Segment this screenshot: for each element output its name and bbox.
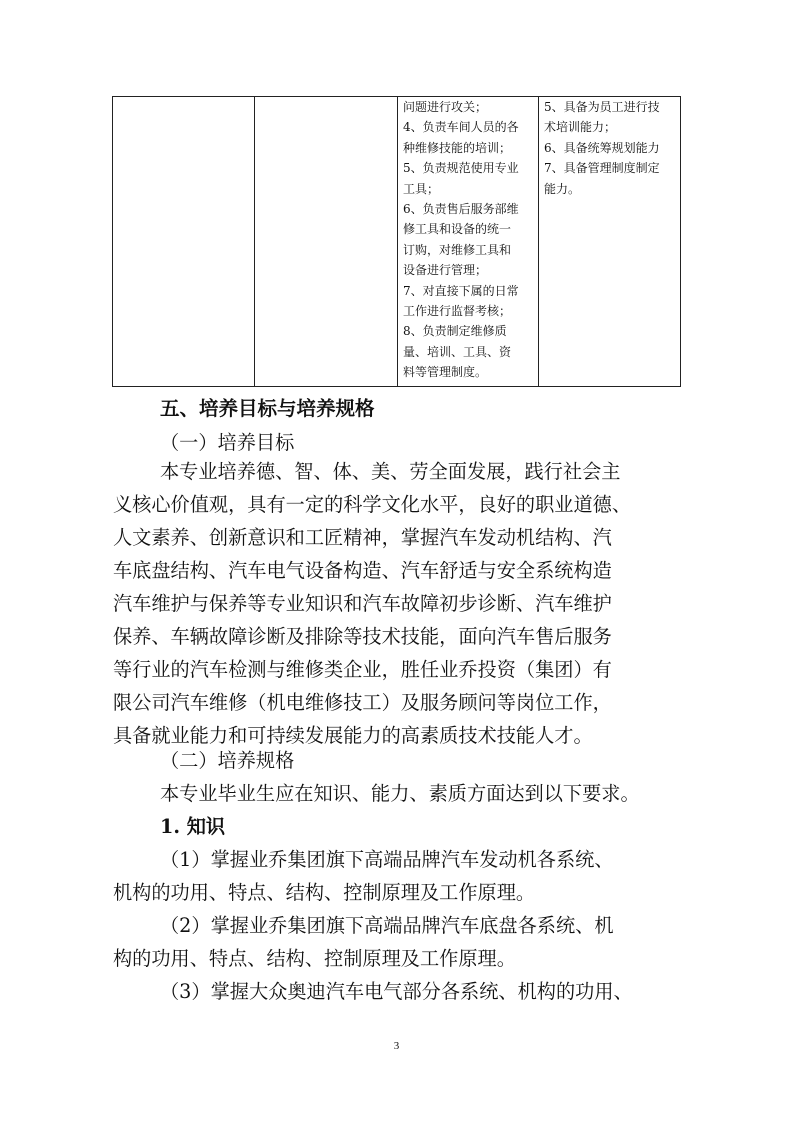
- paragraph-line: 义核心价值观，具有一定的科学文化水平，良好的职业道德、: [113, 493, 632, 516]
- cell-line: 5、具备为员工进行技: [544, 100, 660, 114]
- cell-line: 4、负责车间人员的各: [403, 120, 519, 135]
- cell-line: 设备进行管理；: [403, 263, 488, 278]
- paragraph-line: 具备就业能力和可持续发展能力的高素质技术技能人才。: [113, 724, 593, 747]
- knowledge-item-line: （1）掌握业乔集团旗下高端品牌汽车发动机各系统、: [160, 848, 614, 871]
- cell-line: 术培训能力；: [544, 120, 617, 135]
- table-column-divider: [538, 97, 539, 386]
- knowledge-item-line: 机构的功用、特点、结构、控制原理及工作原理。: [113, 881, 536, 904]
- paragraph-line: 等行业的汽车检测与维修类企业，胜任业乔投资（集团）有: [113, 658, 612, 681]
- paragraph-line: 本专业毕业生应在知识、能力、素质方面达到以下要求。: [160, 782, 640, 805]
- section-title: 五、培养目标与培养规格: [160, 397, 375, 420]
- knowledge-heading: 1. 知识: [160, 815, 226, 838]
- subsection-title-specs: （二）培养规格: [160, 749, 295, 772]
- cell-line: 订购，对维修工具和: [403, 242, 512, 257]
- cell-line: 6、具备统筹规划能力: [544, 140, 660, 155]
- paragraph-line: 车底盘结构、汽车电气设备构造、汽车舒适与安全系统构造: [113, 559, 612, 582]
- page-number: 3: [393, 1040, 400, 1052]
- cell-line: 料等管理制度。: [403, 365, 488, 380]
- paragraph-line: 保养、车辆故障诊断及排除等技术技能，面向汽车售后服务: [113, 625, 612, 648]
- cell-line: 工作进行监督考核；: [403, 303, 512, 318]
- cell-line: 7、具备管理制度制定: [544, 161, 660, 176]
- cell-line: 工具；: [403, 181, 440, 196]
- table-column-divider: [397, 97, 398, 386]
- responsibility-table: [112, 96, 681, 387]
- paragraph-line: 汽车维护与保养等专业知识和汽车故障初步诊断、汽车维护: [113, 592, 612, 615]
- knowledge-item-line: （2）掌握业乔集团旗下高端品牌汽车底盘各系统、机: [160, 914, 614, 937]
- cell-line: 修工具和设备的统一: [403, 222, 512, 237]
- table-cell-duties: [403, 97, 519, 382]
- cell-line: 5、负责规范使用专业: [403, 161, 519, 176]
- cell-line: 8、负责制定维修质: [403, 324, 507, 339]
- cell-line: 6、负责售后服务部维: [403, 201, 519, 216]
- table-column-divider: [254, 97, 255, 386]
- paragraph-line: 人文素养、创新意识和工匠精神，掌握汽车发动机结构、汽: [113, 526, 612, 549]
- paragraph-line: 本专业培养德、智、体、美、劳全面发展，践行社会主: [160, 460, 621, 483]
- table-cell-abilities: [544, 97, 660, 199]
- paragraph-line: 限公司汽车维修（机电维修技工）及服务顾问等岗位工作，: [113, 691, 612, 714]
- cell-line: 能力。: [544, 181, 581, 196]
- cell-line: 种维修技能的培训；: [403, 140, 512, 155]
- knowledge-item-line: 构的功用、特点、结构、控制原理及工作原理。: [113, 947, 516, 970]
- cell-line: 量、培训、工具、资: [403, 344, 512, 359]
- knowledge-item-line: （3）掌握大众奥迪汽车电气部分各系统、机构的功用、: [160, 980, 633, 1003]
- subsection-title-goals: （一）培养目标: [160, 431, 295, 454]
- cell-line: 7、对直接下属的日常: [403, 283, 519, 298]
- cell-line: 问题进行攻关；: [403, 100, 488, 114]
